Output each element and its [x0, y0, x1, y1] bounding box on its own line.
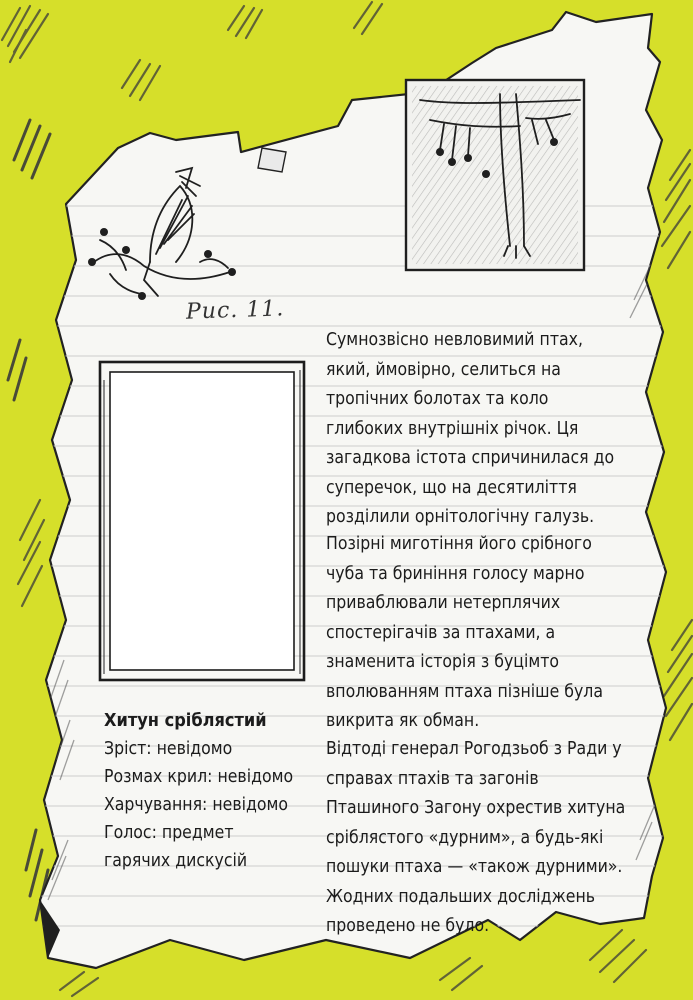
info-voice-continued: гарячих дискусій — [104, 851, 248, 871]
paragraph-sightings: Позірні миготіння його срібного чуба та бриніння голосу марно приваблювали нетерплячих спостерігачів за птахами, а знаменита історія з буцімто вполюванням птаха пізніше була викрита як обман. — [326, 534, 604, 731]
photo-frame — [100, 362, 304, 680]
info-diet: Харчування: невідомо — [104, 795, 289, 815]
figure-label: Рис. 11. — [185, 296, 285, 325]
info-wingspan: Розмах крил: невідомо — [104, 767, 294, 787]
bird-info-card — [104, 707, 319, 875]
bird-sketch-frame — [406, 80, 584, 270]
paper-fold — [258, 148, 286, 172]
paragraph-description: Сумнозвісно невловимий птах, який, ймовірно, селиться на тропічних болотах та коло глибоких внутрішніх річок. Ця загадкова істота спричинилася до суперечок, що на десятиліття розділили орнітологічну галузь. — [326, 330, 615, 527]
info-height: Зріст: невідомо — [104, 739, 233, 759]
paragraph-history: Відтоді генерал Рогодзьоб з Ради у справах птахів та загонів Пташиного Загону охрестив хитуна сріблястого «дурним», а будь-які пошуки птаха — «також дурними». Жодних подальших досліджень проведено не було. — [326, 739, 626, 936]
info-voice: Голос: предмет — [104, 823, 234, 843]
bird-name: Хитун сріблястий — [104, 710, 267, 731]
